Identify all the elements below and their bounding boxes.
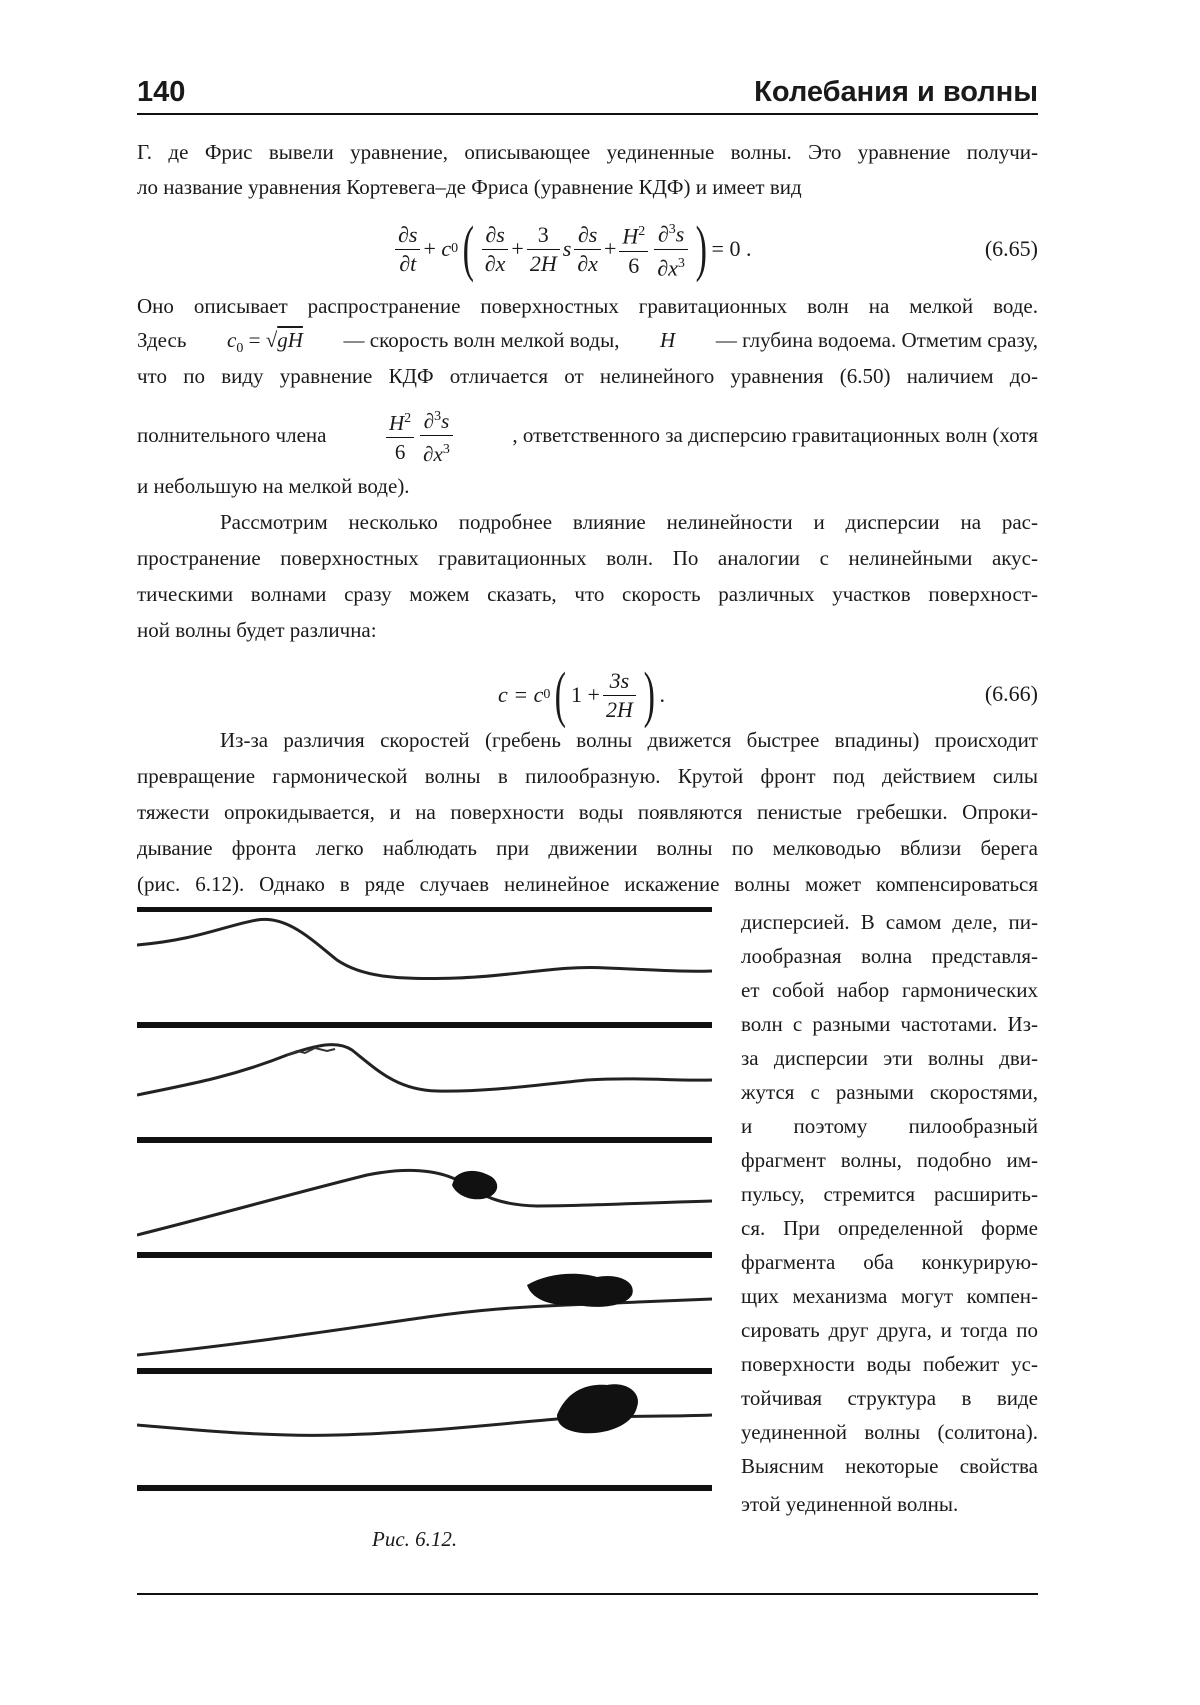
text-line: пульсу, стремится расширить-	[741, 1182, 1038, 1206]
text-line: Здесь $c_0 = √gH$ — скорость волн мелкой воды, H — глубина водоема. Отметим сразу,	[137, 326, 1038, 363]
text-line: тойчивая структура в виде	[741, 1386, 1038, 1410]
text-line: полнительного члена $\frac{H^2}{6}$ $\frac{\partial^3s}{\partial x^3}$ , ответственного за дисперсию гравитационных волн (хотя	[137, 400, 1038, 470]
wave-foam	[527, 1274, 633, 1307]
wave-profile	[137, 1299, 712, 1355]
text-line: уединенной волны (солитона).	[741, 1420, 1038, 1444]
frame-bar	[137, 1022, 712, 1028]
chapter-title: Колебания и волны	[754, 76, 1038, 108]
text-line: ной волны будет различна:	[137, 618, 377, 642]
text-line: Выясним некоторые свойства	[741, 1454, 1038, 1478]
text-line: и поэтому пилообразный	[741, 1114, 1038, 1138]
text-line: превращение гармонической волны в пилообразную. Крутой фронт под действием силы	[137, 764, 1038, 788]
wave-profile	[137, 1170, 712, 1235]
text-line: Г. де Фрис вывели уравнение, описывающее уединенные волны. Это уравнение получи-	[137, 140, 1038, 164]
inline-formula: $\frac{H^2}{6}$ $\frac{\partial^3s}{\partial x^3}$	[383, 403, 456, 468]
text-line: фрагмент волны, подобно им-	[741, 1148, 1038, 1172]
text-line: лообразная волна представля-	[741, 944, 1038, 968]
fraction: $\frac{\partial s}{\partial x}$	[482, 221, 509, 278]
text-line: сировать друг друга, и тогда по	[741, 1318, 1038, 1342]
frame-bar	[137, 1137, 712, 1143]
text-line: ло название уравнения Кортевега–де Фриса (уравнение КДФ) и имеет вид	[137, 175, 802, 199]
wave-foam	[557, 1384, 638, 1433]
frame-bar	[137, 1252, 712, 1258]
fraction: $\frac{\partial s}{\partial x}$	[574, 221, 601, 278]
equation-number: (6.65)	[984, 236, 1038, 261]
text-line: этой уединенной волны.	[741, 1492, 959, 1516]
text-line: тическими волнами сразу можем сказать, что скорость различных участков поверхност-	[137, 582, 1038, 606]
fraction: $\frac{\partial^3s}{\partial x^3}$	[654, 216, 688, 282]
frame-bar	[137, 1368, 712, 1374]
text-line: жутся с разными скоростями,	[741, 1080, 1038, 1104]
text-line: (рис. 6.12). Однако в ряде случаев нелинейное искажение волны может компенсироваться	[137, 872, 1038, 896]
fraction: $\frac{3s}{2H}$	[603, 667, 636, 724]
text-line: волн с разными частотами. Из-	[741, 1012, 1038, 1036]
text-line: тяжести опрокидывается, и на поверхности воды появляются пенистые гребешки. Опроки-	[137, 800, 1038, 824]
text-line: что по виду уравнение КДФ отличается от нелинейного уравнения (6.50) наличием до-	[137, 364, 1038, 388]
wave-foam	[452, 1171, 497, 1199]
text-line: пространение поверхностных гравитационных волн. По аналогии с нелинейными акус-	[137, 546, 1038, 570]
wave-profile	[137, 919, 712, 978]
text-line: Оно описывает распространение поверхностных гравитационных волн на мелкой воде.	[137, 294, 1038, 318]
wave-figure	[137, 905, 712, 1510]
text-line: дывание фронта легко наблюдать при движении волны по мелководью вблизи берега	[137, 836, 1038, 860]
frame-bar	[137, 1485, 712, 1491]
page-number: 140	[137, 76, 186, 108]
equation-6-66: c = c 0 ( 1 + $\frac{3s}{2H}$ ) .	[498, 661, 665, 729]
text-line: Из-за различия скоростей (гребень волны движется быстрее впадины) происходит	[220, 728, 1038, 752]
header-rule	[137, 113, 1038, 115]
text-line: фрагмента оба конкурирую-	[741, 1250, 1038, 1274]
text-line: ет собой набор гармонических	[741, 978, 1038, 1002]
frame-bar	[137, 907, 712, 912]
wave-profile	[137, 1045, 712, 1095]
fraction: $\frac{3}{2H}$	[527, 221, 560, 278]
figure-caption: Рис. 6.12.	[372, 1527, 458, 1551]
footer-rule	[137, 1593, 1038, 1595]
text-line: за дисперсии эти волны дви-	[741, 1046, 1038, 1070]
equation-number: (6.66)	[984, 681, 1038, 706]
equation-6-65: $\frac{\partial s}{\partial t}$ + c 0 ( $\frac{\partial s}{\partial x}$ + $\frac{3}{2H}$ s $\frac{\partial s}{\partial x}$ + $\frac{H^2}{6}$ $\frac{\partial^3s}{\partial x^3}$ ) = 0 .	[392, 213, 751, 285]
text-line: щих механизма могут компен-	[741, 1284, 1038, 1308]
text-line: Рассмотрим несколько подробнее влияние нелинейности и дисперсии на рас-	[220, 510, 1038, 534]
text-line: ся. При определенной форме	[741, 1216, 1038, 1240]
inline-formula: $c_0 = √gH$	[227, 328, 303, 357]
text-line: дисперсией. В самом деле, пи-	[741, 910, 1038, 934]
text-line: поверхности воды побежит ус-	[741, 1352, 1038, 1376]
text-line: и небольшую на мелкой воде).	[137, 474, 410, 498]
fraction: $\frac{\partial s}{\partial t}$	[395, 221, 420, 278]
fraction: $\frac{H^2}{6}$	[619, 218, 648, 279]
